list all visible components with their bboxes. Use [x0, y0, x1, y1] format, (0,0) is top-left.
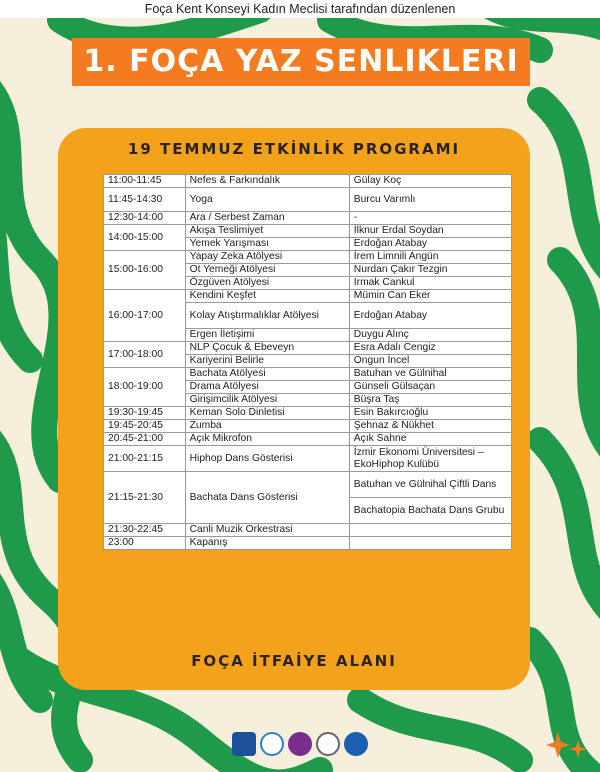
time-cell: 17:00-18:00	[104, 342, 186, 368]
time-cell: 14:00-15:00	[104, 225, 186, 251]
activity-cell: NLP Çocuk & Ebeveyn	[185, 342, 349, 355]
presenter-cell: Irmak Cankul	[349, 277, 511, 290]
presenter-cell: Batuhan ve Gülnihal Çiftli Dans	[349, 472, 511, 498]
table-row	[104, 368, 512, 381]
table-row	[104, 290, 512, 303]
presenter-cell: Mümin Can Eker	[349, 290, 511, 303]
activity-cell: Zumba	[185, 420, 349, 433]
time-cell: 11:45-14:30	[104, 188, 186, 212]
presenter-cell	[349, 537, 511, 550]
time-cell: 23:00	[104, 537, 186, 550]
table-row	[104, 212, 512, 225]
activity-cell: Drama Atölyesi	[185, 381, 349, 394]
presenter-cell: İzmir Ekonomi Üniversitesi – EkoHiphop Kulübü	[349, 446, 511, 472]
activity-cell: Kariyerini Belirle	[185, 355, 349, 368]
presenter-cell: Bachatopia Bachata Dans Grubu	[349, 498, 511, 524]
presenter-cell: Esra Adalı Cengiz	[349, 342, 511, 355]
presenter-cell: Açık Sahne	[349, 433, 511, 446]
activity-cell: Kolay Atıştırmalıklar Atölyesi	[185, 303, 349, 329]
title-banner	[72, 38, 530, 86]
time-cell: 18:00-19:00	[104, 368, 186, 407]
table-row	[104, 537, 512, 550]
presenter-cell: Erdoğan Atabay	[349, 238, 511, 251]
time-cell: 19:45-20:45	[104, 420, 186, 433]
activity-cell: Nefes & Farkındalık	[185, 175, 349, 188]
activity-cell: Yapay Zeka Atölyesi	[185, 251, 349, 264]
presenter-cell: Ongun İncel	[349, 355, 511, 368]
presenter-cell: Şehnaz & Nükhet	[349, 420, 511, 433]
presenter-cell: -	[349, 212, 511, 225]
time-cell: 15:00-16:00	[104, 251, 186, 290]
activity-cell: Canli Muzik Orkestrasi	[185, 524, 349, 537]
activity-cell: Özgüven Atölyesi	[185, 277, 349, 290]
table-row	[104, 251, 512, 264]
presenter-cell: Günseli Gülsaçan	[349, 381, 511, 394]
table-row	[104, 420, 512, 433]
activity-cell: Hiphop Dans Gösterisi	[185, 446, 349, 472]
belediye-logo	[232, 732, 256, 756]
table-row	[104, 342, 512, 355]
association-logo	[316, 732, 340, 756]
activity-cell: Ot Yemeği Atölyesi	[185, 264, 349, 277]
table-row	[104, 175, 512, 188]
activity-cell: Bachata Atölyesi	[185, 368, 349, 381]
time-cell: 19:30-19:45	[104, 407, 186, 420]
venue-label: FOÇA İTFAİYE ALANI	[191, 652, 397, 670]
activity-cell: Yemek Yarışması	[185, 238, 349, 251]
presenter-cell: Esin Bakırcıoğlu	[349, 407, 511, 420]
table-row	[104, 225, 512, 238]
activity-cell: Girişimcilik Atölyesi	[185, 394, 349, 407]
organizer-line: Foça Kent Konseyi Kadın Meclisi tarafından düzenlenen	[0, 0, 600, 18]
sponsor-logos	[232, 728, 372, 764]
activity-cell: Açık Mikrofon	[185, 433, 349, 446]
activity-cell: Bachata Dans Gösterisi	[185, 472, 349, 524]
presenter-cell: Nurdan Çakır Tezgin	[349, 264, 511, 277]
activity-cell: Kapanış	[185, 537, 349, 550]
time-cell: 21:15-21:30	[104, 472, 186, 524]
time-cell: 16:00-17:00	[104, 290, 186, 342]
presenter-cell: Batuhan ve Gülnihal	[349, 368, 511, 381]
activity-cell: Keman Solo Dinletisi	[185, 407, 349, 420]
table-row	[104, 446, 512, 472]
presenter-cell	[349, 524, 511, 537]
presenter-cell: İrem Limnili Angün	[349, 251, 511, 264]
institution-logo	[344, 732, 368, 756]
venus-symbol-logo	[288, 732, 312, 756]
activity-cell: Akışa Teslimiyet	[185, 225, 349, 238]
activity-cell: Kendini Keşfet	[185, 290, 349, 303]
time-cell: 21:00-21:15	[104, 446, 186, 472]
presenter-cell: Büşra Taş	[349, 394, 511, 407]
table-row	[104, 433, 512, 446]
activity-cell: Ergen İletişimi	[185, 329, 349, 342]
activity-cell: Yoga	[185, 188, 349, 212]
program-title: 19 TEMMUZ ETKİNLİK PROGRAMI	[127, 140, 461, 158]
presenter-cell: Erdoğan Atabay	[349, 303, 511, 329]
table-row	[104, 407, 512, 420]
page-title: 1. FOÇA YAZ SENLIKLERI	[83, 44, 519, 79]
table-row	[104, 472, 512, 498]
time-cell: 21:30-22:45	[104, 524, 186, 537]
table-row	[104, 188, 512, 212]
presenter-cell: İlknur Erdal Soydan	[349, 225, 511, 238]
table-row	[104, 524, 512, 537]
presenter-cell: Gülay Koç	[349, 175, 511, 188]
presenter-cell: Burcu Varımlı	[349, 188, 511, 212]
time-cell: 20:45-21:00	[104, 433, 186, 446]
time-cell: 12:30-14:00	[104, 212, 186, 225]
program-table	[103, 174, 512, 550]
activity-cell: Ara / Serbest Zaman	[185, 212, 349, 225]
presenter-cell: Duygu Alınç	[349, 329, 511, 342]
time-cell: 11:00-11:45	[104, 175, 186, 188]
sparkle-icon	[546, 728, 590, 764]
kent-konseyi-logo	[260, 732, 284, 756]
